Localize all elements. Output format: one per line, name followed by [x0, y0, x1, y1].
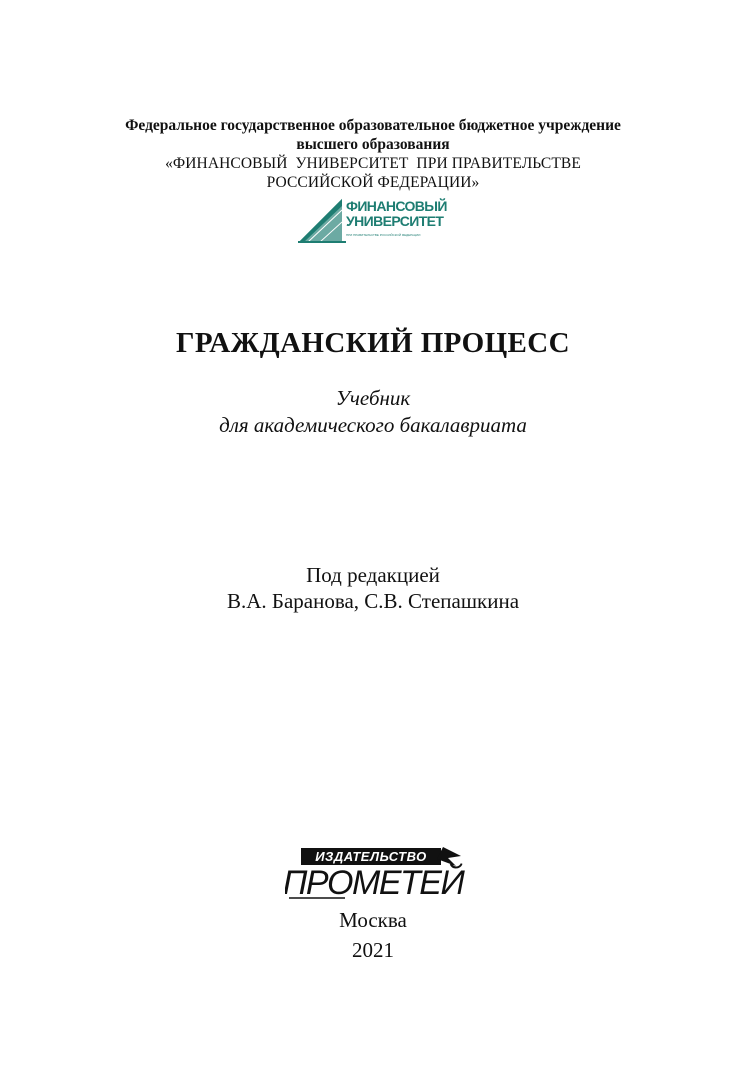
prometheus-publisher-logo: [285, 846, 465, 902]
editors-block: [0, 562, 746, 614]
book-title: ГРАЖДАНСКИЙ ПРОЦЕСС: [176, 327, 570, 359]
publisher-logo-top-text: ИЗДАТЕЛЬСТВО: [315, 849, 427, 864]
editors-label: Под редакцией: [306, 563, 440, 587]
editors-names: В.А. Баранова, С.В. Степашкина: [226, 589, 520, 613]
institution-line-2: высшего образования: [296, 136, 450, 153]
subtitle-line-2: для академического бакалавриата: [219, 413, 527, 437]
institution-line-3: «ФИНАНСОВЫЙ УНИВЕРСИТЕТ ПРИ ПРАВИТЕЛЬСТВЕ: [165, 155, 581, 172]
university-logo-line-2: УНИВЕРСИТЕТ: [346, 213, 444, 229]
book-subtitle: [0, 385, 746, 439]
financial-university-logo: [298, 196, 450, 244]
publisher-logo-icon: [285, 846, 465, 902]
institution-line-4: РОССИЙСКОЙ ФЕДЕРАЦИИ»: [266, 174, 480, 191]
imprint-year: 2021: [352, 938, 394, 962]
imprint-block: [0, 905, 746, 965]
university-logo-text: [346, 199, 447, 229]
university-logo-line-1: ФИНАНСОВЫЙ: [346, 198, 447, 214]
institution-block: [0, 116, 746, 192]
university-logo-small-text: ПРИ ПРАВИТЕЛЬСТВЕ РОССИЙСКОЙ ФЕДЕРАЦИИ: [346, 233, 421, 237]
university-emblem-icon: [298, 196, 346, 244]
subtitle-line-1: Учебник: [335, 386, 411, 410]
publisher-logo-name: ПРОМЕТЕЙ: [285, 864, 464, 902]
imprint-city: Москва: [339, 908, 407, 932]
institution-line-1: Федеральное государственное образовательное бюджетное учреждение: [125, 117, 621, 134]
